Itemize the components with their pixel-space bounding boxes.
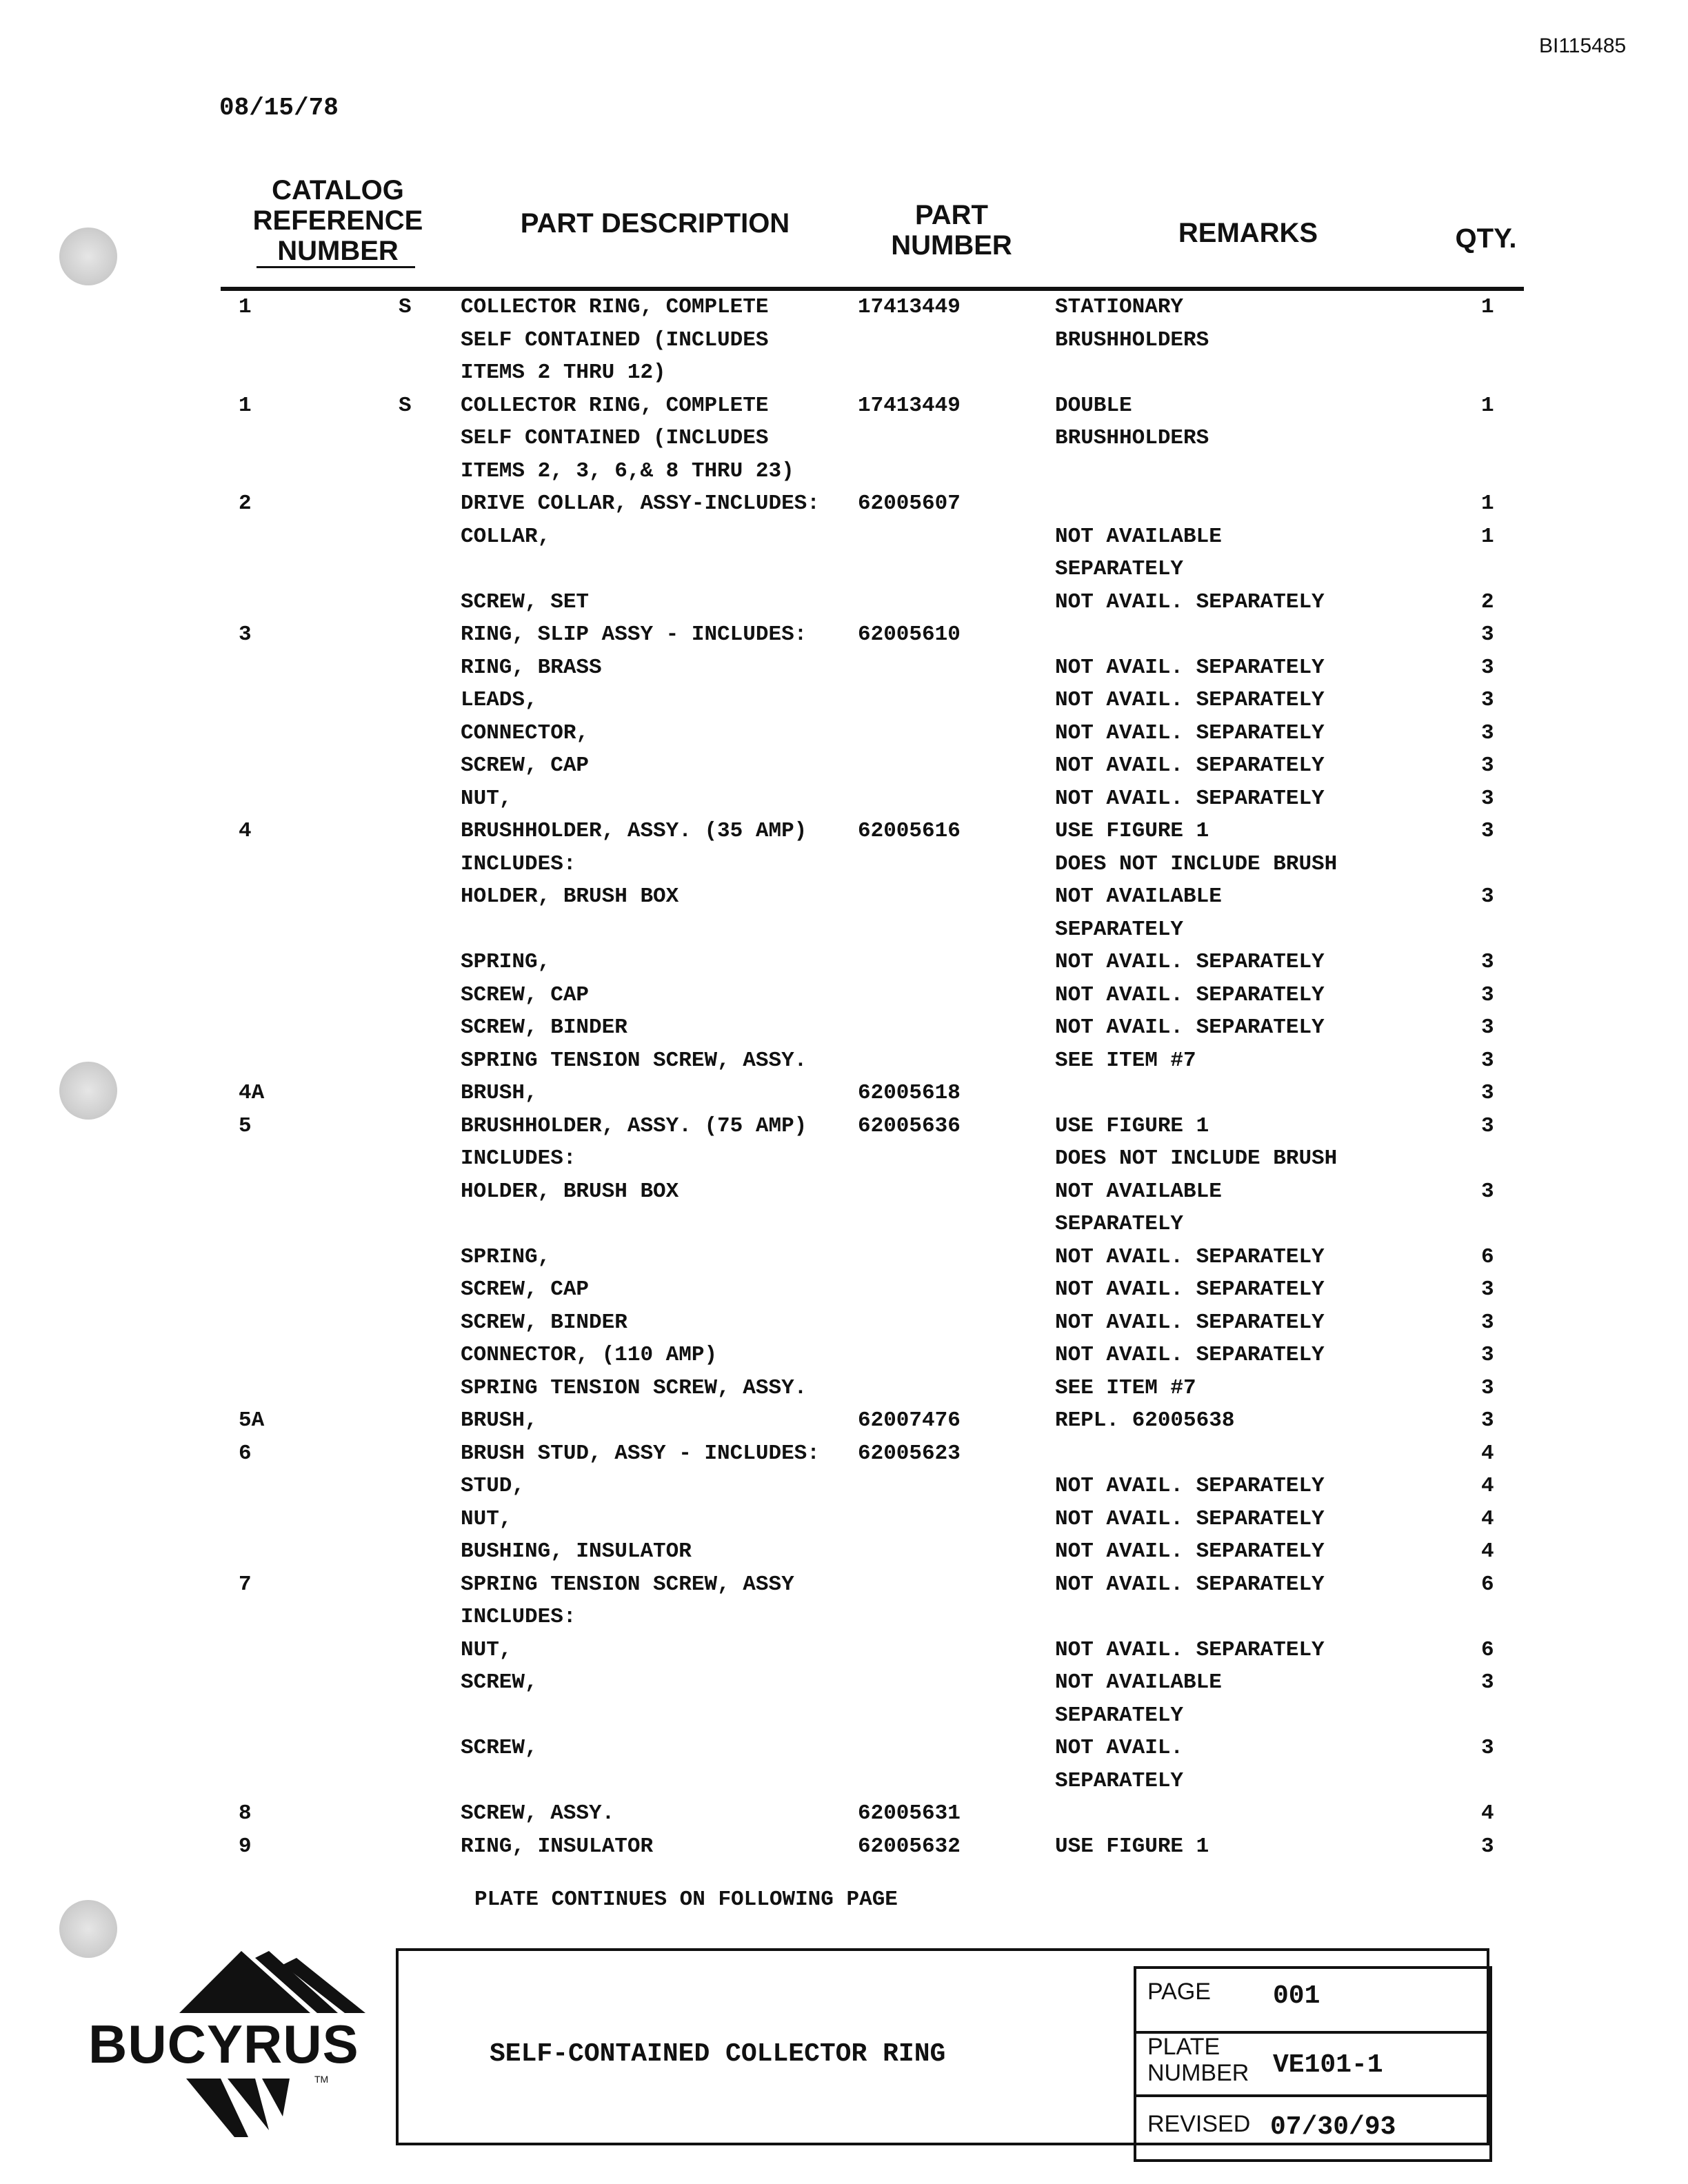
qty-cell: 3 [1481,884,1494,909]
table-row [0,1277,1688,1311]
qty-cell: 3 [1481,1736,1494,1760]
description-cell: DRIVE COLLAR, ASSY-INCLUDES: [461,492,820,516]
table-row [0,1343,1688,1376]
qty-cell: 3 [1481,1310,1494,1335]
table-row [0,1114,1688,1147]
page-label: PAGE [1147,1979,1211,2005]
description-cell: COLLECTOR RING, COMPLETE [461,295,769,319]
table-row [0,1376,1688,1409]
table-row [0,394,1688,427]
description-cell: CONNECTOR, [461,720,590,745]
description-cell: SPRING TENSION SCREW, ASSY. [461,1375,807,1400]
part-number-cell: 62005623 [858,1441,961,1466]
qty-cell: 3 [1481,1834,1494,1859]
description-cell: ITEMS 2 THRU 12) [461,361,666,385]
description-cell: BUSHING, INSULATOR [461,1539,692,1564]
description-cell: HOLDER, BRUSH BOX [461,884,679,909]
remarks-cell: NOT AVAIL. SEPARATELY [1055,950,1325,974]
table-row [0,1736,1688,1769]
table-row [0,1801,1688,1834]
qty-cell: 4 [1481,1506,1494,1531]
table-row [0,656,1688,689]
remarks-cell: BRUSHHOLDERS [1055,426,1209,450]
table-row [0,1703,1688,1737]
qty-cell: 6 [1481,1572,1494,1597]
table-row [0,328,1688,361]
remarks-cell: NOT AVAIL. SEPARATELY [1055,720,1325,745]
description-cell: NUT, [461,1637,512,1662]
qty-cell: 1 [1481,295,1494,319]
description-cell: SCREW, CAP [461,754,590,778]
description-cell: SPRING, [461,1244,551,1269]
qty-cell: 3 [1481,982,1494,1007]
catalog-header-underline [257,266,415,268]
description-cell: SCREW, [461,1736,538,1760]
table-row [0,1638,1688,1671]
table-row [0,1049,1688,1082]
qty-cell: 3 [1481,623,1494,647]
qty-cell: 3 [1481,1277,1494,1302]
description-cell: SCREW, ASSY. [461,1801,615,1826]
page-value: 001 [1273,1981,1320,2011]
qty-cell: 4 [1481,1441,1494,1466]
catalog-ref-cell: 4 [239,819,252,843]
table-row [0,1081,1688,1114]
qty-cell: 6 [1481,1244,1494,1269]
table-row [0,1670,1688,1703]
hole-punch-top [59,228,117,285]
qty-cell: 6 [1481,1637,1494,1662]
remarks-cell: USE FIGURE 1 [1055,819,1209,843]
description-cell: BRUSH, [461,1408,538,1433]
catalog-ref-cell: 1 [239,295,252,319]
plate-number-label-line1: PLATE [1147,2034,1220,2060]
remarks-cell: SEPARATELY [1055,1212,1184,1236]
remarks-cell: NOT AVAIL. SEPARATELY [1055,589,1325,614]
qty-cell: 3 [1481,1048,1494,1073]
description-cell: SCREW, CAP [461,982,590,1007]
description-cell: HOLDER, BRUSH BOX [461,1179,679,1204]
table-row [0,1474,1688,1507]
qty-cell: 2 [1481,589,1494,614]
part-number-cell: 17413449 [858,295,961,319]
header-rule [221,287,1524,291]
description-cell: RING, INSULATOR [461,1834,654,1859]
remarks-cell: NOT AVAIL. SEPARATELY [1055,1015,1325,1040]
remarks-cell: NOT AVAIL. SEPARATELY [1055,1244,1325,1269]
revised-label: REVISED [1147,2111,1251,2137]
catalog-ref-cell: 7 [239,1572,252,1597]
description-cell: SCREW, BINDER [461,1310,627,1335]
info-divider [1134,2094,1492,2097]
part-number-cell: 62007476 [858,1408,961,1433]
logo-trademark: TM [314,2074,329,2085]
remarks-cell: NOT AVAIL. SEPARATELY [1055,786,1325,811]
qty-cell: 3 [1481,1113,1494,1138]
table-row [0,361,1688,394]
qty-cell: 3 [1481,720,1494,745]
table-row [0,1015,1688,1049]
table-row [0,1146,1688,1180]
qty-cell: 3 [1481,688,1494,712]
remarks-cell: NOT AVAIL. SEPARATELY [1055,982,1325,1007]
description-cell: STUD, [461,1474,525,1498]
description-cell: COLLAR, [461,524,551,549]
part-number-cell: 62005618 [858,1081,961,1105]
remarks-cell: NOT AVAIL. SEPARATELY [1055,1343,1325,1367]
description-cell: SCREW, SET [461,589,590,614]
table-row [0,1834,1688,1868]
qty-cell: 4 [1481,1474,1494,1498]
header-remarks: REMARKS [1178,218,1318,248]
description-cell: SPRING TENSION SCREW, ASSY. [461,1048,807,1073]
description-cell: COLLECTOR RING, COMPLETE [461,393,769,418]
catalog-ref-cell: 2 [239,492,252,516]
remarks-cell: BRUSHHOLDERS [1055,327,1209,352]
remarks-cell: SEPARATELY [1055,1703,1184,1728]
table-row [0,623,1688,656]
remarks-cell: NOT AVAILABLE [1055,524,1222,549]
remarks-cell: SEPARATELY [1055,1768,1184,1793]
description-cell: NUT, [461,786,512,811]
description-cell: LEADS, [461,688,538,712]
part-number-cell: 62005632 [858,1834,961,1859]
table-row [0,557,1688,590]
table-row [0,852,1688,885]
description-cell: SELF CONTAINED (INCLUDES [461,426,769,450]
remarks-cell: STATIONARY [1055,295,1184,319]
catalog-ref-cell: 1 [239,393,252,418]
remarks-cell: SEPARATELY [1055,557,1184,581]
qty-cell: 3 [1481,1179,1494,1204]
remarks-cell: DOES NOT INCLUDE BRUSH [1055,1146,1338,1171]
remarks-cell: NOT AVAILABLE [1055,884,1222,909]
plate-number-label-line2: NUMBER [1147,2060,1249,2086]
table-row [0,459,1688,492]
qty-cell: 3 [1481,754,1494,778]
table-row [0,950,1688,983]
description-cell: CONNECTOR, (110 AMP) [461,1343,718,1367]
remarks-cell: DOUBLE [1055,393,1132,418]
remarks-cell: NOT AVAILABLE [1055,1670,1222,1695]
spare-flag-cell: S [399,393,412,418]
remarks-cell: NOT AVAIL. SEPARATELY [1055,1539,1325,1564]
qty-cell: 3 [1481,786,1494,811]
remarks-cell: NOT AVAIL. SEPARATELY [1055,1572,1325,1597]
part-number-cell: 17413449 [858,393,961,418]
qty-cell: 1 [1481,492,1494,516]
remarks-cell: NOT AVAIL. SEPARATELY [1055,1277,1325,1302]
qty-cell: 3 [1481,1670,1494,1695]
qty-cell: 3 [1481,1343,1494,1367]
table-row [0,787,1688,820]
table-row [0,1507,1688,1540]
description-cell: SPRING TENSION SCREW, ASSY [461,1572,794,1597]
remarks-cell: NOT AVAIL. SEPARATELY [1055,688,1325,712]
catalog-ref-cell: 6 [239,1441,252,1466]
plate-title: SELF-CONTAINED COLLECTOR RING [490,2039,946,2069]
table-row [0,1180,1688,1213]
header-part-number: PART NUMBER [891,200,1012,261]
table-row [0,884,1688,918]
description-cell: SPRING, [461,950,551,974]
table-row [0,492,1688,525]
table-row [0,1408,1688,1442]
description-cell: ITEMS 2, 3, 6,& 8 THRU 23) [461,458,794,483]
remarks-cell: SEPARATELY [1055,917,1184,942]
qty-cell: 3 [1481,1015,1494,1040]
description-cell: BRUSHHOLDER, ASSY. (35 AMP) [461,819,807,843]
qty-cell: 4 [1481,1539,1494,1564]
description-cell: SELF CONTAINED (INCLUDES [461,327,769,352]
table-row [0,1573,1688,1606]
remarks-cell: NOT AVAIL. [1055,1736,1184,1760]
remarks-cell: NOT AVAILABLE [1055,1179,1222,1204]
description-cell: INCLUDES: [461,1605,576,1629]
description-cell: NUT, [461,1506,512,1531]
remarks-cell: NOT AVAIL. SEPARATELY [1055,1637,1325,1662]
table-row [0,754,1688,787]
remarks-cell: NOT AVAIL. SEPARATELY [1055,1474,1325,1498]
plate-number-value: VE101-1 [1273,2050,1383,2080]
remarks-cell: SEE ITEM #7 [1055,1048,1196,1073]
table-row [0,819,1688,852]
description-cell: SCREW, BINDER [461,1015,627,1040]
description-cell: INCLUDES: [461,851,576,876]
table-row [0,1245,1688,1278]
parts-table [0,295,1688,1908]
logo-text: BUCYRUS [88,2014,359,2074]
part-number-cell: 62005610 [858,623,961,647]
table-row [0,688,1688,721]
header-part-description: PART DESCRIPTION [520,208,790,239]
part-number-cell: 62005616 [858,819,961,843]
remarks-cell: USE FIGURE 1 [1055,1834,1209,1859]
qty-cell: 3 [1481,655,1494,680]
catalog-ref-cell: 5A [239,1408,265,1433]
table-row [0,1769,1688,1802]
table-row [0,1539,1688,1573]
table-row [0,590,1688,623]
header-catalog-reference: CATALOG REFERENCE NUMBER [252,175,423,266]
qty-cell: 4 [1481,1801,1494,1826]
table-row [0,426,1688,459]
spare-flag-cell: S [399,295,412,319]
table-row [0,295,1688,328]
catalog-ref-cell: 5 [239,1113,252,1138]
table-row [0,918,1688,951]
remarks-cell: USE FIGURE 1 [1055,1113,1209,1138]
remarks-cell: NOT AVAIL. SEPARATELY [1055,1506,1325,1531]
catalog-ref-cell: 8 [239,1801,252,1826]
part-number-cell: 62005636 [858,1113,961,1138]
document-date: 08/15/78 [219,94,339,122]
table-row [0,1605,1688,1638]
description-cell: SCREW, [461,1670,538,1695]
qty-cell: 3 [1481,1081,1494,1105]
table-row [0,1212,1688,1245]
part-number-cell: 62005631 [858,1801,961,1826]
revised-value: 07/30/93 [1270,2112,1396,2142]
part-number-cell: 62005607 [858,492,961,516]
qty-cell: 3 [1481,1408,1494,1433]
description-cell: RING, SLIP ASSY - INCLUDES: [461,623,807,647]
table-row [0,1442,1688,1475]
remarks-cell: NOT AVAIL. SEPARATELY [1055,655,1325,680]
description-cell: INCLUDES: [461,1146,576,1171]
catalog-ref-cell: 9 [239,1834,252,1859]
header-qty: QTY. [1455,223,1517,254]
remarks-cell: NOT AVAIL. SEPARATELY [1055,754,1325,778]
remarks-cell: NOT AVAIL. SEPARATELY [1055,1310,1325,1335]
qty-cell: 1 [1481,393,1494,418]
remarks-cell: REPL. 62005638 [1055,1408,1235,1433]
description-cell: SCREW, CAP [461,1277,590,1302]
catalog-ref-cell: 4A [239,1081,265,1105]
qty-cell: 1 [1481,524,1494,549]
hole-punch-bottom [59,1900,117,1958]
description-cell: BRUSHHOLDER, ASSY. (75 AMP) [461,1113,807,1138]
document-id: BI115485 [1539,34,1627,57]
remarks-cell: DOES NOT INCLUDE BRUSH [1055,851,1338,876]
description-cell: BRUSH, [461,1081,538,1105]
remarks-cell: SEE ITEM #7 [1055,1375,1196,1400]
continues-note: PLATE CONTINUES ON FOLLOWING PAGE [474,1888,898,1912]
qty-cell: 3 [1481,950,1494,974]
table-row [0,1311,1688,1344]
description-cell: BRUSH STUD, ASSY - INCLUDES: [461,1441,820,1466]
table-row [0,525,1688,558]
table-row [0,983,1688,1016]
description-cell: RING, BRASS [461,655,602,680]
qty-cell: 3 [1481,1375,1494,1400]
table-row [0,721,1688,754]
catalog-ref-cell: 3 [239,623,252,647]
qty-cell: 3 [1481,819,1494,843]
